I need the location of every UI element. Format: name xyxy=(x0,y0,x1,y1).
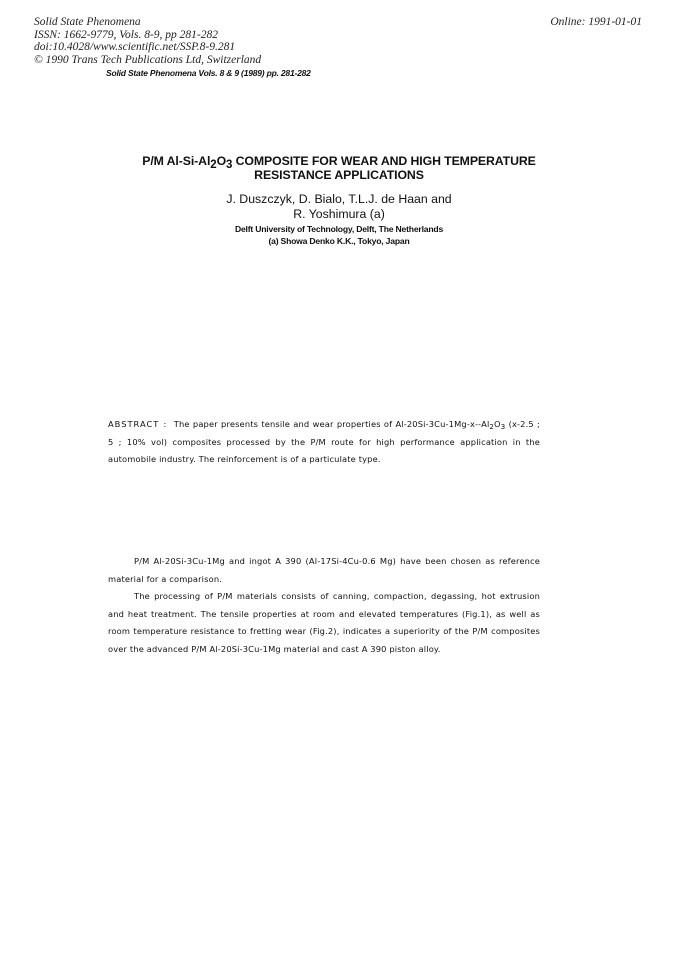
affiliation-1: Delft University of Technology, Delft, The Netherlands xyxy=(234,224,444,234)
copyright-line: © 1990 Trans Tech Publications Ltd, Switzerland xyxy=(34,53,262,66)
paragraph-1: P/M Al-20Si-3Cu-1Mg and ingot A 390 (Al-17Si-4Cu-0.6 Mg) have been chosen as reference material for a comparison. xyxy=(108,556,540,584)
title-line-1: P/M $Al-Si-Al_2O_3$ COMPOSITE FOR WEAR AND HIGH TEMPERATURE xyxy=(142,154,536,171)
abstract-label: ABSTRACT : xyxy=(108,419,168,429)
doi-line: doi:10.4028/www.scientific.net/SSP.8-9.281 xyxy=(34,41,236,54)
affiliation-2: (a) Showa Denko K.K., Tokyo, Japan xyxy=(268,236,410,246)
journal-name: Solid State Phenomena xyxy=(34,16,141,28)
abstract: ABSTRACT : The paper presents tensile and wear properties of $Al-20Si-3Cu-1Mg-x--Al_2O_3$ (x-2.5 ; 5 ; 10% vol) composites processed by the P/M route for high performance application in the automobile industry. The reinforcement is of a particulate type. xyxy=(108,419,540,464)
author-list xyxy=(0,192,678,222)
volume-reference: Solid State Phenomena Vols. 8 & 9 (1989) pp. 281-282 xyxy=(106,68,311,78)
affiliations xyxy=(0,223,678,247)
abstract-text-a: The paper presents tensile and wear properties of Al-20Si-3Cu-1Mg-x--Al xyxy=(173,419,490,429)
title-line-2: RESISTANCE APPLICATIONS xyxy=(254,168,424,182)
paper-title xyxy=(0,154,678,182)
authors-line-1: J. Duszczyk, D. Bialo, T.L.J. de Haan and xyxy=(226,192,452,206)
abstract-text-c: (x-2.5 ; 5 ; 10% vol) composites processed by the P/M route for high performance application in the automobile industry. The reinforcement is of a particulate type. xyxy=(108,419,540,464)
journal-header xyxy=(34,16,261,66)
body-text xyxy=(108,553,540,658)
authors-line-2: R. Yoshimura (a) xyxy=(293,207,385,221)
online-date: Online: 1991-01-01 xyxy=(550,16,642,28)
paragraph-2: The processing of P/M materials consists of canning, compaction, degassing, hot extrusion and heat treatment. The tensile properties at room and elevated temperatures (Fig.1), as well as room temperature resistance to fretting wear (Fig.2), indicates a superiority of the P/M composites over the advanced P/M Al-20Si-3Cu-1Mg material and cast A 390 piston alloy. xyxy=(108,591,540,654)
issn-line: ISSN: 1662-9779, Vols. 8-9, pp 281-282 xyxy=(34,28,218,41)
